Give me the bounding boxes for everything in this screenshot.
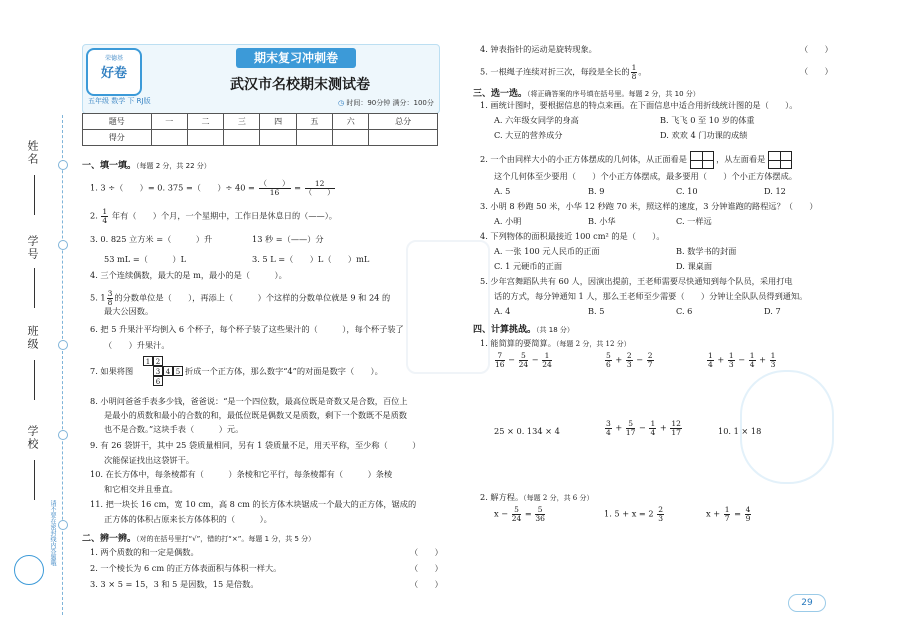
table-cell: 四 bbox=[260, 114, 296, 130]
score-cell[interactable] bbox=[224, 130, 260, 146]
question-7: 7. 如果将图 bbox=[90, 366, 134, 376]
logo-top-text: 荣德基 bbox=[104, 55, 123, 62]
school-label: 学校 bbox=[26, 425, 39, 451]
hole-dot bbox=[58, 340, 68, 350]
id-field[interactable] bbox=[34, 268, 35, 308]
question-3d: 3. 5 L =（ ）L（ ）mL bbox=[252, 254, 370, 264]
option[interactable]: D. 课桌面 bbox=[676, 261, 713, 271]
calc-part-1: 1. 能简算的要简算。（每题 2 分，共 12 分） bbox=[480, 338, 631, 348]
table-cell: 六 bbox=[333, 114, 369, 130]
section-title: 二、辨一辨。（对的在括号里打“√”，错的打“×”。每题 1 分，共 5 分） bbox=[82, 534, 316, 544]
calc-3: $\frac{1}{4}$ + $\frac{1}{3}$ − $\frac{1}{4}$ + $\frac{1}{3}$ bbox=[708, 351, 776, 369]
option[interactable]: D. 7 bbox=[764, 306, 781, 316]
answer-paren[interactable]: （ ） bbox=[410, 563, 443, 573]
question-3c: 53 mL =（ ）L bbox=[104, 254, 187, 264]
mascot-icon bbox=[14, 555, 44, 585]
choice-1: 1. 画统计图时，要根据信息的特点来画。在下面信息中适合用折线统计图的是（ ）。 bbox=[480, 100, 798, 110]
calc-5: $\frac{3}{4}$ + $\frac{5}{17}$ − $\frac{1}{4}$ + $\frac{12}{17}$ bbox=[606, 419, 681, 437]
option[interactable]: A. 小明 bbox=[494, 216, 522, 226]
section-title: 三、选一选。（将正确答案的序号填在括号里。每题 2 分，共 10 分） bbox=[473, 89, 700, 99]
table-row bbox=[83, 114, 438, 130]
equation-2: 1. 5 + x = 2 $\frac{2}{3}$ bbox=[604, 505, 663, 523]
question-8-cont: 是最小的质数和最小的合数的和，最低位既是偶数又是质数，剩下一个数既不是质数 bbox=[104, 410, 407, 420]
score-table bbox=[82, 113, 438, 146]
option[interactable]: B. 数学书的封面 bbox=[676, 246, 737, 256]
option[interactable]: B. 5 bbox=[588, 306, 605, 316]
question-10: 10. 在长方体中，每条棱都有（ ）条棱和它平行，每条棱都有（ ）条棱 bbox=[90, 469, 393, 479]
question-11: 11. 把一块长 16 cm，宽 10 cm，高 8 cm 的长方体木块锯成一个最大的正方体，锯成的 bbox=[90, 499, 417, 509]
score-cell[interactable] bbox=[333, 130, 369, 146]
score-cell[interactable] bbox=[260, 130, 296, 146]
calc-4: 25 × 0. 134 × 4 bbox=[494, 426, 560, 436]
question-1: 1. 3 ÷（ ）= 0. 375 =（ ）÷ 40 = $\frac{( )}{16}$ = $\frac{12}{( )}$ bbox=[90, 179, 335, 197]
question-8-cont: 也不是合数。”这块手表（ ）元。 bbox=[104, 424, 244, 434]
hole-dot bbox=[58, 430, 68, 440]
choice-4: 4. 下列物体的面积最接近 100 cm² 的是（ ）。 bbox=[480, 231, 665, 241]
judge-2: 2. 一个棱长为 6 cm 的正方体表面积与体积一样大。 bbox=[90, 563, 282, 573]
answer-paren[interactable]: （ ） bbox=[410, 547, 443, 557]
answer-paren[interactable]: （ ） bbox=[800, 66, 833, 76]
school-field[interactable] bbox=[34, 460, 35, 500]
question-text: 1. 3 ÷（ ）= 0. 375 =（ ）÷ 40 = bbox=[90, 182, 255, 193]
option[interactable]: B. 9 bbox=[588, 186, 605, 196]
judge-5: 5. 一根绳子连续对折三次，每段是全长的 $\frac{1}{8}$ 。 bbox=[480, 63, 647, 81]
option[interactable]: B. 小华 bbox=[588, 216, 616, 226]
question-9-cont: 次能保证找出这袋饼干。 bbox=[104, 455, 195, 465]
calc-6: 10. 1 × 18 bbox=[718, 426, 762, 436]
side-note: 请不要在密封线内答题哦 bbox=[49, 500, 56, 566]
clock-icon: ◷ bbox=[338, 99, 345, 107]
page-title: 武汉市名校期末测试卷 bbox=[230, 77, 370, 93]
banner: 期末复习冲刺卷 bbox=[236, 48, 356, 68]
section-title: 四、计算挑战。（共 18 分） bbox=[473, 325, 574, 335]
option[interactable]: B. 飞飞 0 至 10 岁的体重 bbox=[660, 115, 755, 125]
question-5-cont: 最大公因数。 bbox=[104, 306, 154, 316]
option[interactable]: A. 4 bbox=[494, 306, 511, 316]
fraction: $\frac{( )}{16}$ bbox=[259, 179, 290, 197]
calc-2: $\frac{5}{6}$ + $\frac{2}{3}$ − $\frac{2}{7}$ bbox=[606, 351, 653, 369]
section-note: （每题 2 分，共 22 分） bbox=[136, 162, 211, 170]
option[interactable]: A. 六年级女同学的身高 bbox=[494, 115, 579, 125]
time-limit: 时间：90分钟 bbox=[346, 99, 391, 107]
option[interactable]: D. 12 bbox=[764, 186, 786, 196]
question-11-cont: 正方体的体积占原来长方体体积的（ ）。 bbox=[104, 514, 272, 524]
class-field[interactable] bbox=[34, 360, 35, 400]
judge-3: 3. 3 × 5 = 15，3 和 5 是因数，15 是倍数。 bbox=[90, 579, 259, 589]
table-cell: 题号 bbox=[83, 114, 152, 130]
equation-1: x − $\frac{5}{24}$ = $\frac{5}{36}$ bbox=[494, 505, 545, 523]
option[interactable]: C. 10 bbox=[676, 186, 698, 196]
question-8: 8. 小明问爸爸手表多少钱，爸爸说：“是一个四位数，最高位既是奇数又是合数，百位上 bbox=[90, 396, 408, 406]
fraction: $\frac{3}{8}$ bbox=[107, 289, 113, 307]
brand-logo bbox=[86, 48, 142, 96]
fraction: $\frac{1}{8}$ bbox=[631, 63, 637, 81]
question-10-cont: 和它相交并且垂直。 bbox=[104, 484, 178, 494]
table-cell: 三 bbox=[224, 114, 260, 130]
full-score: 满分：100分 bbox=[392, 99, 434, 107]
choice-5-cont: 话的方式，每分钟通知 1 人，那么王老师至少需要（ ）分钟让全队队员得到通知。 bbox=[494, 291, 808, 301]
question-2: 2. $\frac{1}{4}$ 年有（ ）个月，一个星期中，工作日是休息日的（——）。 bbox=[90, 207, 337, 225]
seal-line bbox=[62, 115, 63, 615]
hole-dot bbox=[58, 520, 68, 530]
table-row bbox=[83, 130, 438, 146]
fraction: $\frac{1}{4}$ bbox=[102, 207, 108, 225]
id-label: 学号 bbox=[26, 235, 39, 261]
name-field[interactable] bbox=[34, 175, 35, 215]
answer-paren[interactable]: （ ） bbox=[410, 579, 443, 589]
option[interactable]: C. 6 bbox=[676, 306, 693, 316]
fraction: $\frac{12}{( )}$ bbox=[304, 179, 335, 197]
calc-1: $\frac{7}{16}$ − $\frac{5}{24}$ − $\frac{1}{24}$ bbox=[495, 351, 552, 369]
left-view-icon bbox=[768, 151, 792, 169]
question-7-cont: 折成一个正方体，那么数字“4”的对面是数字（ ）。 bbox=[185, 366, 383, 376]
answer-paren[interactable]: （ ） bbox=[800, 44, 833, 54]
watermark bbox=[406, 240, 490, 374]
option[interactable]: C. 1 元硬币的正面 bbox=[494, 261, 563, 271]
question-4: 4. 三个连续偶数，最大的是 m，最小的是（ ）。 bbox=[90, 270, 287, 280]
table-cell: 总分 bbox=[369, 114, 438, 130]
logo-main-text: 好卷 bbox=[100, 66, 127, 81]
class-label: 班级 bbox=[26, 325, 39, 351]
option[interactable]: D. 欢欢 4 门功课的成绩 bbox=[660, 130, 748, 140]
choice-3: 3. 小明 8 秒跑 50 米，小华 12 秒跑 70 米，照这样的速度，3 分钟谁跑的路程远？（ ） bbox=[480, 201, 818, 211]
question-3b: 13 秒 =（——）分 bbox=[252, 234, 324, 244]
option[interactable]: A. 一张 100 元人民币的正面 bbox=[494, 246, 600, 256]
question-3a: 3. 0. 825 立方米 =（ ）升 bbox=[90, 234, 213, 244]
binding-margin bbox=[0, 0, 78, 640]
hole-dot bbox=[58, 160, 68, 170]
equation-3: x + $\frac{1}{7}$ = $\frac{4}{9}$ bbox=[706, 505, 751, 523]
choice-2-cont: 这个几何体至少要用（ ）个小正方体摆成，最多要用（ ）个小正方体摆成。 bbox=[494, 171, 797, 181]
table-cell: 五 bbox=[296, 114, 332, 130]
calc-part-2: 2. 解方程。（每题 2 分，共 6 分） bbox=[480, 492, 594, 502]
section-title bbox=[82, 158, 211, 171]
grade-label: 五年级 数学 下 RJ版 bbox=[88, 97, 151, 105]
judge-1: 1. 两个质数的和一定是偶数。 bbox=[90, 547, 199, 557]
name-label: 姓名 bbox=[26, 140, 39, 166]
question-9: 9. 有 26 袋饼干，其中 25 袋质量相同，另有 1 袋质量不足，用天平称，至少称（ ） bbox=[90, 440, 421, 450]
question-6-cont: （ ）升果汁。 bbox=[104, 340, 170, 350]
page-number: 29 bbox=[788, 594, 826, 612]
exam-info bbox=[338, 98, 434, 108]
judge-4: 4. 钟表指针的运动是旋转现象。 bbox=[480, 44, 597, 54]
choice-2: 2. 一个由同样大小的小正方体摆成的几何体，从正面看是 ，从左面看是 bbox=[480, 151, 792, 169]
choice-5: 5. 少年宫舞蹈队共有 60 人，因演出提前，王老师需要尽快通知到每个队员，采用打电 bbox=[480, 276, 793, 286]
question-5: 5. 1 $\frac{3}{8}$ 的分数单位是（ ），再添上（ ）个这样的分数单位就是 9 和 24 的 bbox=[90, 289, 391, 307]
option[interactable]: A. 5 bbox=[494, 186, 511, 196]
option[interactable]: C. 大豆的营养成分 bbox=[494, 130, 563, 140]
table-cell: 二 bbox=[187, 114, 223, 130]
score-cell[interactable] bbox=[369, 130, 438, 146]
table-cell: 得分 bbox=[83, 130, 152, 146]
question-6: 6. 把 5 升果汁平均倒入 6 个杯子，每个杯子装了这些果汁的（ ），每个杯子装了 bbox=[90, 324, 404, 334]
table-cell: 一 bbox=[151, 114, 187, 130]
section-title-text: 一、填一填。 bbox=[82, 161, 137, 171]
option[interactable]: C. 一样远 bbox=[676, 216, 712, 226]
score-cell[interactable] bbox=[151, 130, 187, 146]
front-view-icon bbox=[690, 151, 714, 169]
hole-dot bbox=[58, 240, 68, 250]
score-cell[interactable] bbox=[187, 130, 223, 146]
score-cell[interactable] bbox=[296, 130, 332, 146]
